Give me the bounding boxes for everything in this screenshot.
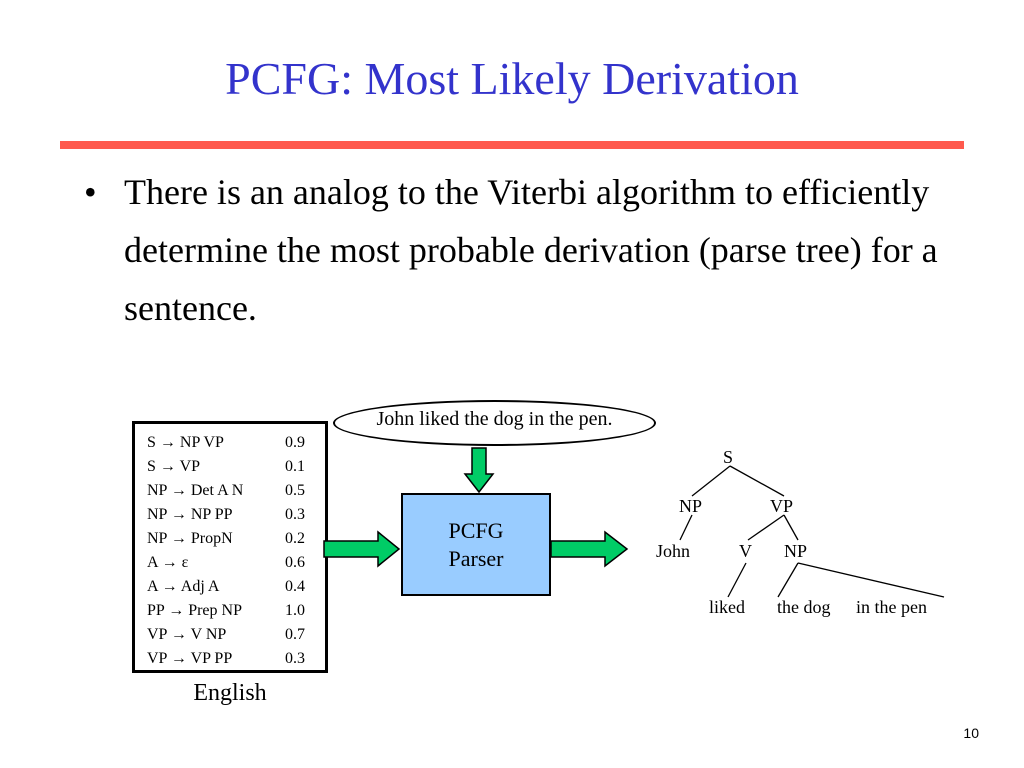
grammar-rule-prob: 0.3 bbox=[285, 506, 305, 523]
grammar-rule-prob: 0.2 bbox=[285, 530, 305, 547]
grammar-rule: VP → VP PP bbox=[147, 650, 233, 667]
grammar-rule: VP → V NP bbox=[147, 626, 227, 643]
grammar-rule: A → ε bbox=[147, 554, 189, 571]
bullet-marker: • bbox=[84, 172, 97, 212]
grammar-rule-prob: 1.0 bbox=[285, 602, 305, 619]
grammar-rule-prob: 0.5 bbox=[285, 482, 305, 499]
bullet-text: There is an analog to the Viterbi algorithm to efficiently determine the most probable derivation (parse tree) for a sentence. bbox=[124, 172, 938, 328]
slide-number: 10 bbox=[963, 725, 979, 741]
pcfg-parser-box bbox=[401, 493, 551, 596]
grammar-language-label: English bbox=[193, 680, 267, 706]
tree-edge-v-liked bbox=[728, 563, 746, 597]
slide-title: PCFG: Most Likely Derivation bbox=[225, 53, 799, 104]
tree-edge-np-john bbox=[680, 515, 692, 540]
grammar-rule-prob: 0.6 bbox=[285, 554, 305, 571]
grammar-rule-prob: 0.4 bbox=[285, 578, 305, 595]
tree-leaf-the-dog: the dog bbox=[777, 597, 831, 617]
tree-leaf-in-the-pen: in the pen bbox=[856, 597, 927, 617]
tree-node-s: S bbox=[723, 447, 734, 467]
grammar-rule-prob: 0.7 bbox=[285, 626, 305, 643]
grammar-rule-prob: 0.9 bbox=[285, 434, 305, 451]
tree-leaf-john: John bbox=[656, 541, 691, 561]
grammar-arrow bbox=[324, 532, 399, 566]
grammar-rule: NP → Det A N bbox=[147, 482, 244, 499]
output-arrow bbox=[551, 532, 627, 566]
tree-node-np: NP bbox=[679, 496, 703, 516]
grammar-rule: S → VP bbox=[147, 458, 201, 475]
grammar-rule: NP → PropN bbox=[147, 530, 233, 547]
grammar-rule-prob: 0.1 bbox=[285, 458, 305, 475]
grammar-rule: S → NP VP bbox=[147, 434, 224, 451]
tree-node-vp: VP bbox=[770, 496, 794, 516]
tree-edge-s-vp bbox=[730, 466, 784, 496]
tree-node-v: V bbox=[739, 541, 752, 561]
grammar-rule: A → Adj A bbox=[147, 578, 220, 595]
tree-edge-np-the-dog bbox=[778, 563, 798, 597]
grammar-rule: NP → NP PP bbox=[147, 506, 233, 523]
tree-edge-vp-v bbox=[748, 515, 784, 540]
tree-edge-np-in-the-pen bbox=[798, 563, 944, 597]
tree-edge-s-np bbox=[692, 466, 730, 496]
input-sentence: John liked the dog in the pen. bbox=[376, 408, 613, 430]
tree-leaf-liked: liked bbox=[709, 597, 745, 617]
parser-label-line1: PCFG bbox=[448, 517, 504, 543]
tree-node-np2: NP bbox=[784, 541, 808, 561]
tree-edge-vp-np bbox=[784, 515, 798, 540]
input-arrow bbox=[465, 448, 493, 492]
parser-label-line2: Parser bbox=[448, 545, 504, 571]
grammar-rule: PP → Prep NP bbox=[147, 602, 242, 619]
grammar-rule-prob: 0.3 bbox=[285, 650, 305, 667]
